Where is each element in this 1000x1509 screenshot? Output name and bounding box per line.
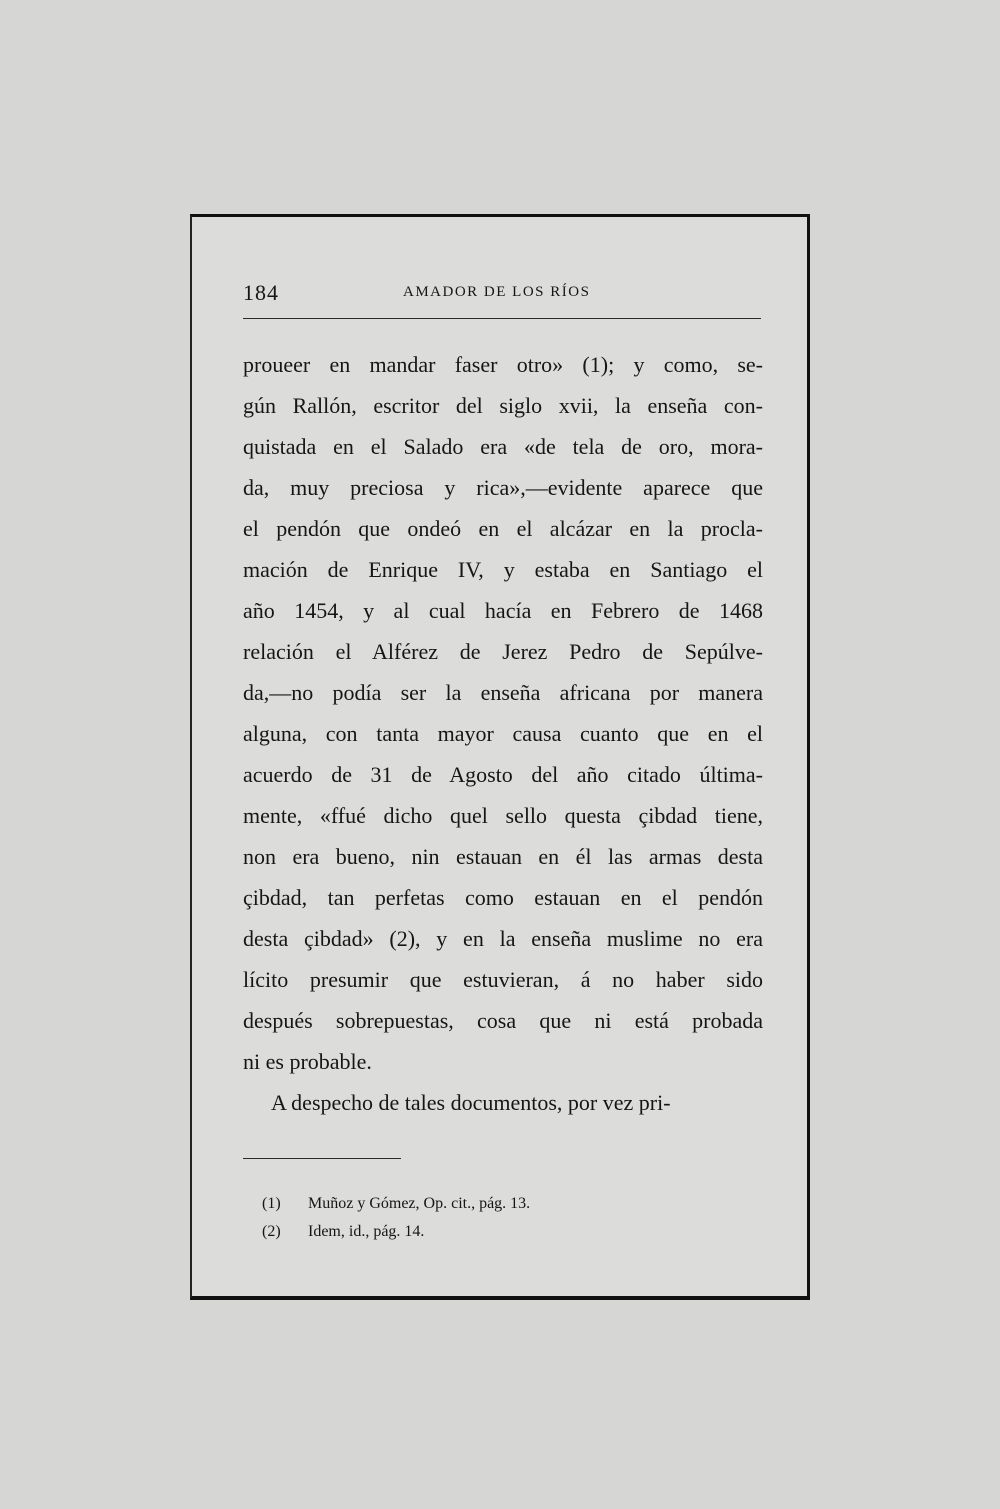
- running-title: AMADOR DE LOS RÍOS: [403, 284, 591, 300]
- footnotes: [262, 1190, 742, 1246]
- text-line: desta çibdad» (2), y en la enseña muslime no era: [243, 926, 763, 951]
- paragraph-start-line: A despecho de tales documentos, por vez pri-: [271, 1090, 671, 1115]
- text-line: alguna, con tanta mayor causa cuanto que en el: [243, 721, 763, 746]
- text-line: gún Rallón, escritor del siglo xvii, la enseña con-: [243, 393, 763, 418]
- running-head: [243, 280, 763, 310]
- footnote: [262, 1190, 742, 1218]
- text-line: da,—no podía ser la enseña africana por manera: [243, 680, 763, 705]
- page-number: 184: [243, 280, 279, 305]
- text-line: después sobrepuestas, cosa que ni está probada: [243, 1008, 763, 1033]
- footnote-number: (1): [262, 1195, 281, 1212]
- header-rule: [243, 318, 761, 319]
- text-line: proueer en mandar faser otro» (1); y como, se-: [243, 352, 763, 377]
- footnote-text: Muñoz y Gómez, Op. cit., pág. 13.: [308, 1195, 531, 1212]
- paragraph-end-line: ni es probable.: [243, 1049, 372, 1074]
- text-line: da, muy preciosa y rica»,—evidente aparece que: [243, 475, 763, 500]
- text-line: non era bueno, nin estauan en él las armas desta: [243, 844, 763, 869]
- text-line: mente, «ffué dicho quel sello questa çibdad tiene,: [243, 803, 763, 828]
- text-line: el pendón que ondeó en el alcázar en la procla-: [243, 516, 763, 541]
- text-line: año 1454, y al cual hacía en Febrero de 1468: [243, 598, 763, 623]
- text-line: çibdad, tan perfetas como estauan en el pendón: [243, 885, 763, 910]
- footnote-text: Idem, id., pág. 14.: [308, 1223, 425, 1240]
- text-line: acuerdo de 31 de Agosto del año citado última-: [243, 762, 763, 787]
- text-line: quistada en el Salado era «de tela de oro, mora-: [243, 434, 763, 459]
- text-line: relación el Alférez de Jerez Pedro de Sepúlve-: [243, 639, 763, 664]
- footnote-number: (2): [262, 1223, 281, 1240]
- text-line: lícito presumir que estuvieran, á no haber sido: [243, 967, 763, 992]
- footnote: [262, 1218, 742, 1246]
- text-line: mación de Enrique IV, y estaba en Santiago el: [243, 557, 763, 582]
- body-text: [243, 344, 763, 1123]
- footnote-rule: [243, 1158, 401, 1159]
